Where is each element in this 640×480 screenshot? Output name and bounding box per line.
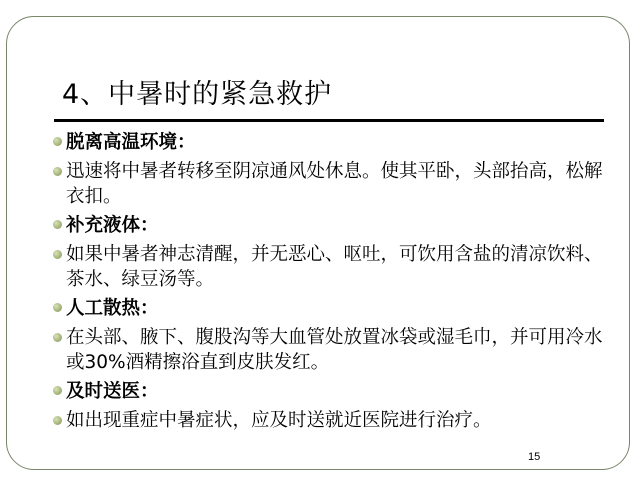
section-body-hospital — [52, 408, 618, 433]
section-body-text: 如果中暑者神志清醒，并无恶心、呕吐，可饮用含盐的清凉饮料、茶水、绿豆汤等。 — [66, 244, 603, 290]
bullet-icon — [53, 137, 62, 146]
slide-content — [52, 126, 618, 433]
bullet-icon — [53, 167, 62, 176]
slide-title: 4、中暑时的紧急救护 — [62, 79, 333, 110]
section-heading-cooling — [52, 296, 618, 321]
section-heading-fluids — [52, 213, 618, 238]
section-body-text: 在头部、腋下、腹股沟等大血管处放置冰袋或湿毛巾，并可用冷水或30%酒精擦浴直到皮肤发红。 — [66, 327, 603, 373]
section-heading-text: 补充液体： — [66, 215, 159, 236]
title-underline — [54, 119, 604, 122]
bullet-icon — [53, 386, 62, 395]
section-body-fluids — [52, 242, 618, 292]
section-body-text: 如出现重症中暑症状，应及时送就近医院进行治疗。 — [66, 410, 492, 431]
section-heading-hospital — [52, 379, 618, 404]
bullet-icon — [53, 220, 62, 229]
section-body-heat-escape — [52, 159, 618, 209]
page-number: 15 — [528, 451, 541, 463]
section-heading-text: 脱离高温环境： — [66, 132, 196, 153]
section-heading-heat-escape — [52, 130, 618, 155]
section-body-text: 迅速将中暑者转移至阴凉通风处休息。使其平卧，头部抬高，松解衣扣。 — [66, 161, 603, 207]
bullet-icon — [53, 303, 62, 312]
section-heading-text: 及时送医： — [66, 381, 159, 402]
bullet-icon — [53, 416, 62, 425]
section-heading-text: 人工散热： — [66, 298, 159, 319]
bullet-icon — [53, 250, 62, 259]
section-body-cooling — [52, 325, 618, 375]
bullet-icon — [53, 333, 62, 342]
